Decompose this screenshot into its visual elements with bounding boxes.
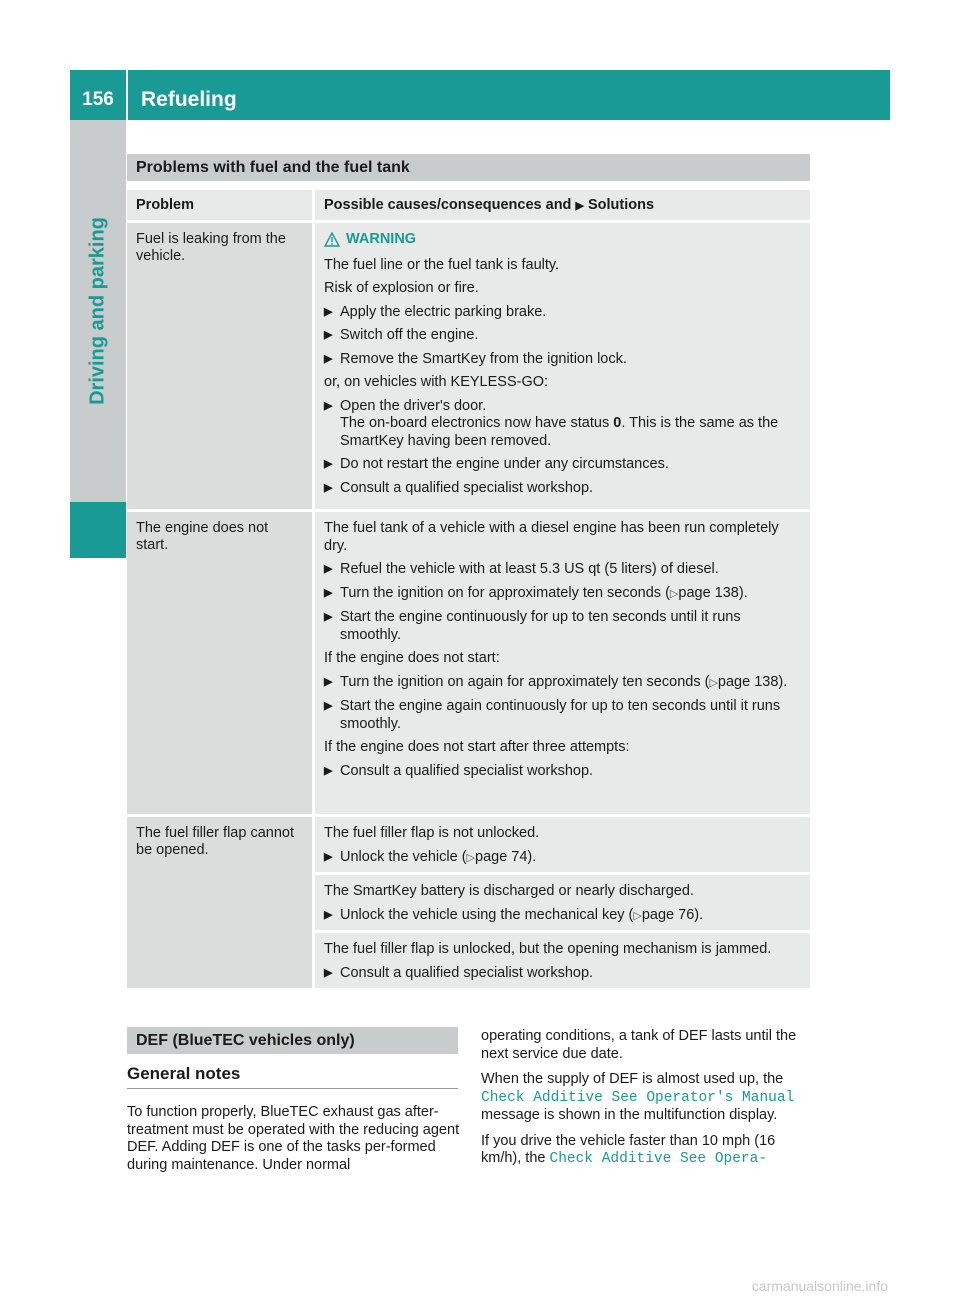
solution-block	[315, 223, 810, 509]
step-arrow-icon: ▶	[324, 611, 333, 623]
step-text: Turn the ignition on for approximately ten seconds (	[340, 584, 670, 601]
problems-table	[127, 190, 810, 991]
step-item	[324, 674, 801, 693]
step-item	[324, 585, 801, 604]
def-paragraph-text: When the supply of DEF is almost used up, the	[481, 1071, 784, 1087]
condition-text: If the engine does not start after three attempts:	[324, 739, 630, 755]
step-text: Unlock the vehicle (	[340, 848, 467, 865]
step-arrow-icon: ▶	[324, 305, 333, 318]
problem-cell: The engine does not start.	[127, 512, 312, 814]
step-result-text-end: . This is the same as the SmartKey having been removed.	[340, 415, 779, 449]
heading-divider	[127, 1088, 458, 1089]
cause-text: The fuel tank of a vehicle with a diesel engine has been run completely dry.	[324, 520, 779, 554]
step-item	[324, 965, 801, 983]
def-paragraph: operating conditions, a tank of DEF lasts until the next service due date.	[481, 1028, 797, 1062]
step-text: Remove the SmartKey from the ignition lock.	[340, 350, 627, 367]
section-title: Refueling	[141, 88, 237, 111]
warning-label: WARNING	[346, 231, 417, 247]
step-item	[324, 456, 801, 474]
step-arrow-icon: ▶	[324, 675, 333, 688]
solution-cell	[315, 817, 810, 988]
step-text: Refuel the vehicle with at least 5.3 US qt (5 liters) of diesel.	[340, 561, 719, 577]
step-text: Apply the electric parking brake.	[340, 303, 547, 320]
step-text: Open the driver's door.	[340, 397, 487, 414]
step-arrow-icon: ▶	[324, 764, 333, 777]
def-right-column	[481, 1028, 811, 1177]
chapter-side-label: Driving and parking	[86, 217, 109, 405]
cause-text: The fuel filler flap is not unlocked.	[324, 825, 540, 841]
step-arrow-icon: ▶	[324, 563, 333, 575]
step-arrow-icon: ▶	[324, 850, 333, 863]
step-text: Switch off the engine.	[340, 327, 479, 343]
page-ref-link[interactable]: page 138).	[717, 673, 788, 690]
column-header-solutions	[315, 190, 810, 220]
condition-text: or, on vehicles with KEYLESS-GO:	[324, 374, 549, 390]
problem-cell: Fuel is leaking from the vehicle.	[127, 223, 312, 509]
step-arrow-icon: ▶	[324, 352, 333, 365]
step-arrow-icon: ▶	[324, 481, 333, 494]
solution-block	[315, 512, 810, 814]
warning-heading	[324, 231, 801, 249]
page-ref-link[interactable]: page 138).	[678, 584, 748, 601]
step-text: Consult a qualified specialist workshop.	[340, 964, 594, 981]
step-item	[324, 304, 801, 322]
page-ref-icon: ▷	[709, 676, 718, 689]
step-item	[324, 698, 801, 733]
step-arrow-icon: ▶	[324, 966, 333, 979]
cause-text: The fuel line or the fuel tank is faulty.	[324, 256, 560, 273]
step-text: Consult a qualified specialist workshop.	[340, 762, 594, 779]
def-paragraph	[481, 1133, 811, 1169]
footer-watermark: carmanualsonline.info	[751, 1278, 888, 1294]
table-header-row	[127, 190, 810, 220]
step-text: Do not restart the engine under any circumstances.	[340, 456, 669, 472]
step-item	[324, 480, 801, 498]
column-header-solutions-suffix: Solutions	[587, 197, 655, 213]
header-divider	[126, 70, 128, 120]
step-item	[324, 907, 801, 926]
step-item	[324, 849, 801, 868]
problem-cell: The fuel filler flap cannot be opened.	[127, 817, 312, 988]
def-paragraph-text: message is shown in the multifunction display.	[481, 1107, 778, 1123]
def-paragraph-text: If you drive the vehicle faster than 10 mph (16 km/h), the	[481, 1132, 776, 1166]
step-item	[324, 327, 801, 345]
display-message-code: Check Additive See Opera‐	[549, 1151, 768, 1167]
step-item	[324, 398, 801, 451]
step-arrow-icon: ▶	[324, 329, 333, 341]
solution-block	[315, 875, 810, 930]
step-arrow-icon: ▶	[324, 700, 333, 712]
solution-cell	[315, 223, 810, 509]
step-arrow-icon: ▶	[324, 586, 333, 599]
step-text: Start the engine again continuously for up to ten seconds until it runs smoothly.	[340, 698, 781, 732]
condition-text: If the engine does not start:	[324, 650, 500, 666]
general-notes-heading: General notes	[127, 1064, 241, 1083]
page-ref-icon: ▷	[633, 909, 642, 922]
step-text: Turn the ignition on again for approximately ten seconds (	[340, 673, 710, 690]
step-text: Unlock the vehicle using the mechanical key (	[340, 906, 634, 923]
def-section-title: DEF (BlueTEC vehicles only)	[127, 1027, 458, 1054]
cause-text: The SmartKey battery is discharged or nearly discharged.	[324, 883, 694, 899]
def-left-paragraph: To function properly, BlueTEC exhaust gas after-treatment must be operated with the reducing agent DEF. Adding DEF is one of the tasks per-formed during maintenance. Under normal	[127, 1104, 460, 1173]
solution-block	[315, 817, 810, 872]
risk-text: Risk of explosion or fire.	[324, 280, 479, 296]
warning-icon	[324, 232, 340, 247]
step-arrow-icon: ▶	[324, 908, 333, 921]
cause-text: The fuel filler flap is unlocked, but the opening mechanism is jammed.	[324, 941, 772, 957]
arrow-right-icon: ▶	[575, 200, 584, 212]
display-message-code: Check Additive See Operator's Manual	[481, 1089, 795, 1106]
step-item	[324, 609, 801, 644]
page-ref-link[interactable]: page 76).	[641, 906, 704, 923]
solution-block	[315, 933, 810, 988]
table-row	[127, 512, 810, 814]
page-number: 156	[82, 89, 114, 110]
step-item	[324, 561, 801, 579]
status-value: 0	[613, 415, 622, 431]
def-paragraph	[481, 1071, 811, 1125]
table-title: Problems with fuel and the fuel tank	[127, 154, 810, 181]
column-header-problem: Problem	[127, 190, 312, 220]
step-item	[324, 763, 801, 781]
page-ref-link[interactable]: page 74).	[475, 848, 537, 865]
step-result-text: The on-board electronics now have status	[340, 415, 614, 431]
solution-cell	[315, 512, 810, 814]
page-ref-icon: ▷	[466, 851, 475, 864]
step-arrow-icon: ▶	[324, 458, 333, 470]
step-item	[324, 351, 801, 369]
column-header-solutions-text: Possible causes/consequences and	[324, 197, 572, 213]
step-arrow-icon: ▶	[324, 399, 333, 412]
step-text: Start the engine continuously for up to ten seconds until it runs smoothly.	[340, 609, 741, 643]
table-row	[127, 223, 810, 509]
chapter-marker	[70, 502, 126, 558]
page-ref-icon: ▷	[669, 587, 679, 600]
step-text: Consult a qualified specialist workshop.	[340, 479, 594, 496]
table-row	[127, 817, 810, 988]
